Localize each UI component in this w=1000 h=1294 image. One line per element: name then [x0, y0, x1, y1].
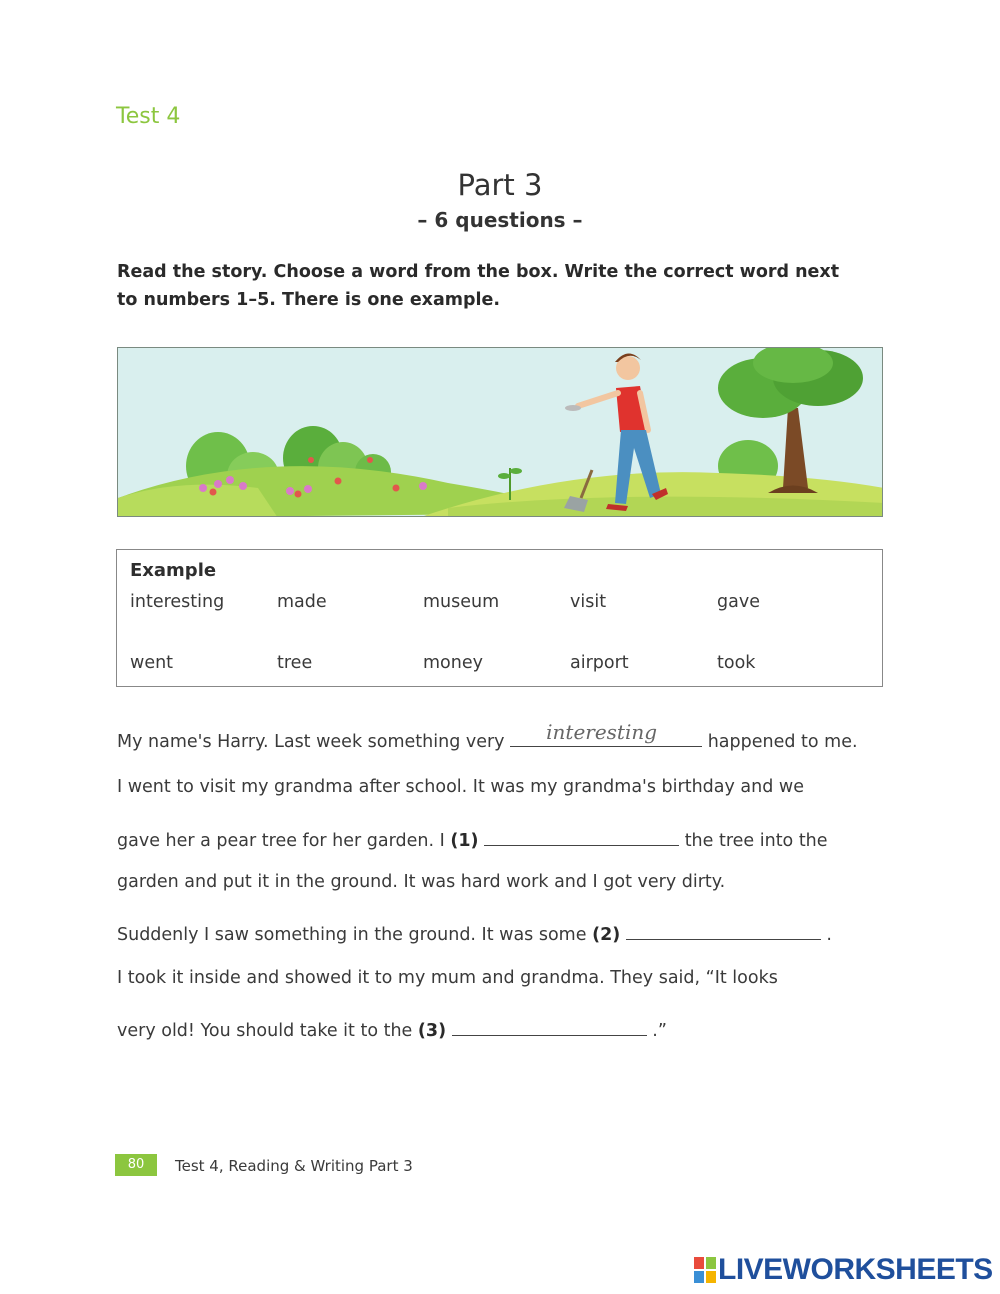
example-label: Example	[130, 560, 217, 581]
word-option: tree	[277, 653, 313, 673]
story-text: the tree into the	[684, 831, 828, 851]
example-answer-blank	[510, 720, 702, 747]
story-text: My name's Harry. Last week something very	[117, 732, 505, 752]
word-option: airport	[570, 653, 629, 673]
story-line-3	[117, 829, 828, 851]
brand-logo	[694, 1253, 993, 1287]
question-number-2: (2)	[592, 925, 621, 945]
story-line-4: garden and put it in the ground. It was hard work and I got very dirty.	[117, 872, 726, 892]
word-option: took	[717, 653, 756, 673]
story-text: gave her a pear tree for her garden. I	[117, 831, 445, 851]
brand-name: LIVEWORKSHEETS	[718, 1253, 993, 1286]
instructions	[117, 258, 877, 314]
part-title: Part 3	[457, 168, 543, 202]
story-text: happened to me.	[707, 732, 858, 752]
answer-blank-2[interactable]	[626, 923, 821, 940]
story-text: .”	[652, 1021, 667, 1041]
page-number: 80	[115, 1154, 157, 1176]
story-illustration	[117, 347, 883, 517]
word-option: visit	[570, 592, 607, 612]
word-option: money	[423, 653, 483, 673]
word-option: made	[277, 592, 327, 612]
garden-scene-icon	[118, 348, 883, 517]
question-number-3: (3)	[417, 1021, 447, 1041]
story-text: .	[826, 925, 832, 945]
story-line-1	[117, 720, 858, 752]
question-number-1: (1)	[450, 831, 479, 851]
story-text: very old! You should take it to the	[117, 1021, 413, 1041]
answer-blank-3[interactable]	[452, 1019, 647, 1036]
test-label: Test 4	[116, 104, 181, 129]
story-text: Suddenly I saw something in the ground. It was some	[117, 925, 587, 945]
word-option: museum	[423, 592, 500, 612]
instructions-line-1: Read the story. Choose a word from the box. Write the correct word next	[117, 262, 840, 282]
story-line-2: I went to visit my grandma after school. It was my grandma's birthday and we	[117, 777, 804, 797]
example-answer: interesting	[546, 720, 658, 744]
word-option: interesting	[130, 592, 225, 612]
story-line-5	[117, 923, 832, 945]
word-option: gave	[717, 592, 760, 612]
story-line-6: I took it inside and showed it to my mum and grandma. They said, “It looks	[117, 968, 778, 988]
part-subtitle: – 6 questions –	[417, 208, 583, 232]
word-box	[116, 549, 883, 687]
instructions-line-2: to numbers 1–5. There is one example.	[117, 290, 501, 310]
word-option: went	[130, 653, 174, 673]
answer-blank-1[interactable]	[484, 829, 679, 846]
footer-text: Test 4, Reading & Writing Part 3	[175, 1157, 413, 1175]
liveworksheets-logo-icon	[694, 1257, 716, 1283]
story-line-7	[117, 1019, 667, 1041]
